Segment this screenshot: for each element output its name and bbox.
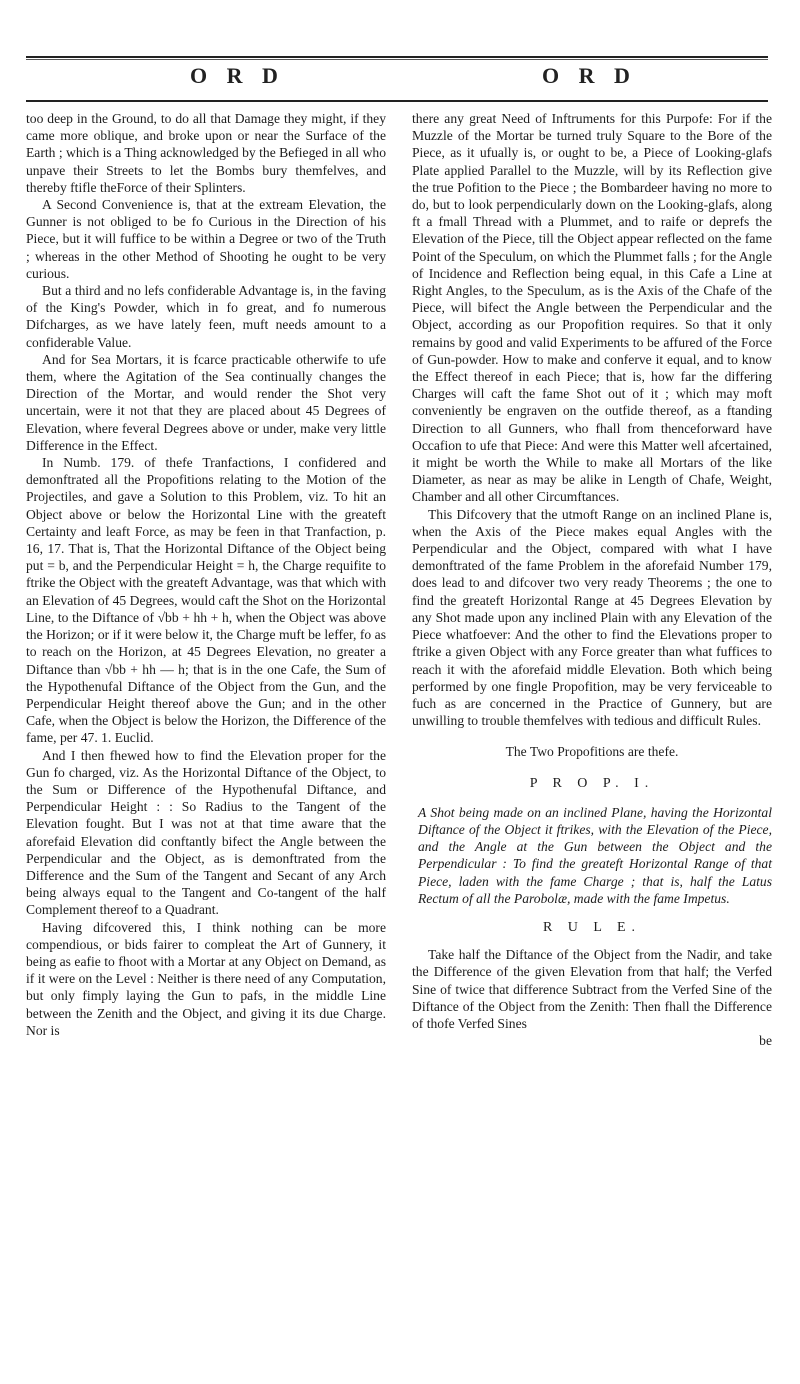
rule-text: Take half the Diftance of the Object from the Nadir, and take the Difference of the given Elevation from that half; the Verfed Sine of twice that difference Subtract from the Verfed Sine of the Diftance of the Object from the Zenith: Then fhall the Difference of thofe Verfed Sines <box>412 947 772 1031</box>
top-rule <box>26 56 768 58</box>
paragraph: Having difcovered this, I think nothing can be more compendious, or bids fairer to compleat the Art of Gunnery, it being as eafie to fhoot with a Mortar at any Object on Demand, as if it were on the Level : Neither is there need of any Computation, but only fimply laying the Gun to pafs, in the middle Line between the Zenith and the Object, and giving it its due Charge. Nor is <box>26 919 386 1038</box>
paragraph: there any great Need of Inftruments for this Purpofe: For if the Muzzle of the Mortar be turned truly Square to the Bore of the Piece, as it ufually is, or ought to be, a Piece of Looking-glafs Plate applied Parallel to the Muzzle, will by its Reflection give the true Pofition to the Piece ; the Bombardeer having no more to do, but to look perpendicularly down on the Looking-glafs, along ft a fmall Thread with a Plummet, and to raife or deprefs the Elevation of the Piece, till the Object appear reflected on the fame Point of the Speculum, on which the Plummet falls ; for the Angle of Incidence and Reflection being equal, in this Cafe a Line at Right Angles, to the Speculum, as is the Axis of the Chafe of the Piece, will bifect the Angle between the Perpendicular and the Object, according as our Propofition requires. So that it only remains by good and valid Experiments to be affured of the Force of Gun-powder. How to make and conferve it equal, and to know the Effect thereof in each Piece; that is, how far the differing Charges will caft the fame Shot out of it ; which may moft conveniently be engraven on the outfide thereof, as a ftanding Direction to all Gunners, who fhall from thenceforward have Occafion to ufe that Piece: And were this Matter well afcertained, it might be worth the While to make all Mortars of the like Diameter, as near as may be alike in Length of Chafe, Weight, Chamber and all other Circumftances. <box>412 111 772 505</box>
top-rule-thin <box>26 59 768 60</box>
paragraph: This Difcovery that the utmoft Range on an inclined Plane is, when the Axis of the Piece makes equal Angles with the Perpendicular and the Object, compared with what I have demonftrated of the fame Problem in the aforefaid Number 179, does lead to and difcover two very ready Theorems ; the one to find the greateft Horizontal Range at 45 Degrees Elevation by any Shot made upon any inclined Plain with any Elevation of the Piece whatfoever: And the other to find the Elevations proper to ftrike a given Object with any Force greater than what fuffices to reach it with the aforefaid middle Elevation. Both which being performed by one fingle Propofition, may be very ferviceable to fuch as are concerned in the Practice of Gunnery, but are unwilling to trouble themfelves with tedious and difficult Rules. <box>412 506 772 729</box>
paragraph: But a third and no lefs confiderable Advantage is, in the faving of the King's Powder, which in fo great, and fo numerous Difcharges, as we have lately feen, muft needs amount to a confiderable Value. <box>26 283 386 350</box>
propositions-intro: The Two Propofitions are thefe. <box>505 744 679 760</box>
paragraph: And I then fhewed how to find the Elevation proper for the Gun fo charged, viz. As the Horizontal Diftance of the Object, to the Sum or Difference of the Hypothenufal Diftance, and Perpendicular Height : : So Radius to the Tangent of the Elevation fought. But I was not at that time aware that the aforefaid Elevation did conftantly bifect the Angle between the Perpendicular and the Object, as is demonftrated from the Difference and the Sum of the Tangent and Secant of any Arch being always equal to the Tangent and Co-tangent of the half Complement thereof to a Quadrant. <box>26 747 386 918</box>
rule-heading: R U L E. <box>542 919 642 935</box>
paragraph: A Second Convenience is, that at the extream Elevation, the Gunner is not obliged to be fo Curious in the Direction of his Piece, but it will fuffice to be within a Degree or two of the Truth ; whereas in the other Method of Shooting he ought to be very curious. <box>26 197 386 281</box>
paragraph: too deep in the Ground, to do all that Damage they might, if they came more oblique, and broke upon or near the Surface of the Earth ; which is a Thing acknowledged by the Befieged in all who unpave their Streets to let the Bombs bury themfelves, and thereby ftifle theForce of their Splinters. <box>26 111 386 195</box>
paragraph: And for Sea Mortars, it is fcarce practicable otherwife to ufe them, where the Agitation of the Sea continually changes the Direction of the Mortar, and would render the Shot very uncertain, were it not that they are placed about 45 Degrees of Elevation, where feveral Degrees above or under, make very little Difference in the Effect. <box>26 351 386 453</box>
paragraph: In Numb. 179. of thefe Tranfactions, I confidered and demonftrated all the Propofitions relating to the Motion of the Projectiles, and gave a Solution to this Problem, viz. To hit an Object above or below the Horizontal Line with the greateft Certainty and leaft Force, as may be feen in that Tranfaction, p. 16, 17. That is, That the Horizontal Diftance of the Object being put = b, and the Perpendicular Height = h, the Charge requifite to ftrike the Object with the greateft Advantage, was that which with an Elevation of 45 Degrees, would caft the Shot on the Horizontal Line, to the Diftance of √bb + hh + h, when the Object was above the Horizon; or if it were below it, the Charge muft be leffer, fo as to reach on the Horizon, at 45 Degrees Elevation, no greater a Diftance than √bb + hh — h; that is in the one Cafe, the Sum of the Hypothenufal Diftance of the Object from the Gun, and the Perpendicular Height thereof above the Gun; and in the other Cafe, when the Object is below the Horizon, the Difference of the fame, per 47. 1. Euclid. <box>26 455 386 746</box>
running-head-right: O R D <box>542 63 637 88</box>
header-rule <box>26 100 768 102</box>
running-head-left: O R D <box>190 63 285 88</box>
catchword: be <box>759 1033 772 1049</box>
proposition-text: A Shot being made on an inclined Plane, having the Horizontal Diftance of the Object it ftrikes, with the Elevation of the Piece, and the Angle at the Gun between the Object and the Perpendicular : To find the greateft Horizontal Range of that Piece, laden with the fame Charge ; that is, half the Latus Rectum of all the Parobolæ, made with the fame Impetus. <box>418 804 772 906</box>
proposition-heading: P R O P. I. <box>529 775 655 791</box>
left-column <box>26 110 386 1039</box>
right-column <box>412 110 772 1049</box>
